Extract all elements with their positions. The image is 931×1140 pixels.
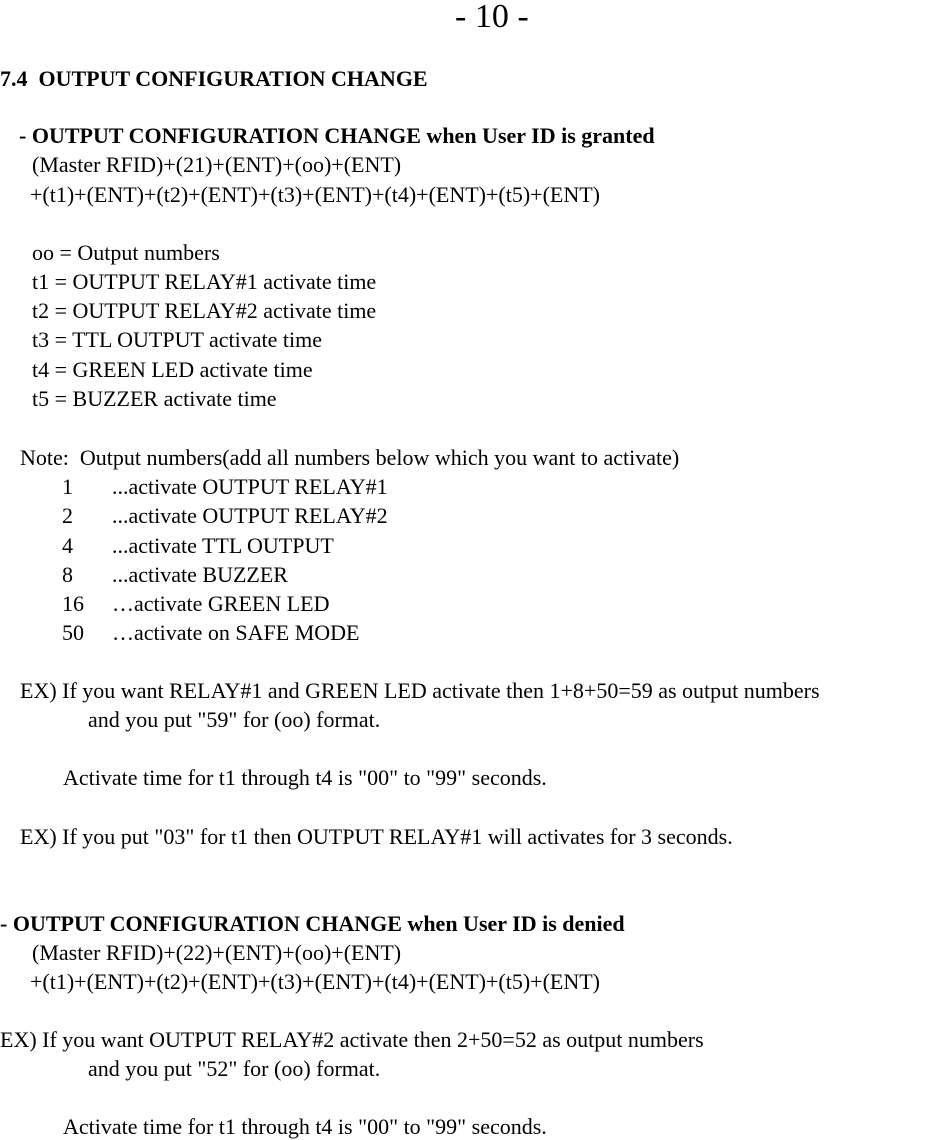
definition-t4: t4 = GREEN LED activate time — [32, 357, 313, 382]
output-option — [62, 564, 288, 586]
definition-t1: t1 = OUTPUT RELAY#1 activate time — [32, 269, 377, 294]
output-number: 1 — [62, 474, 73, 499]
output-option — [62, 476, 388, 498]
section-heading: 7.4 OUTPUT CONFIGURATION CHANGE — [0, 66, 428, 91]
page-number: - 10 - — [455, 0, 529, 35]
granted-heading: - OUTPUT CONFIGURATION CHANGE when User ID is granted — [19, 123, 655, 148]
definition-t5: t5 = BUZZER activate time — [32, 386, 277, 411]
output-option — [62, 622, 359, 644]
granted-command-line-1: (Master RFID)+(21)+(ENT)+(oo)+(ENT) — [32, 152, 402, 177]
output-number: 8 — [62, 562, 73, 587]
output-option — [62, 535, 334, 557]
output-description: ...activate OUTPUT RELAY#2 — [112, 503, 388, 528]
denied-example-line-2: and you put "52" for (oo) format. — [88, 1056, 381, 1081]
output-description: …activate on SAFE MODE — [112, 620, 360, 645]
output-description: ...activate OUTPUT RELAY#1 — [112, 474, 388, 499]
output-number: 4 — [62, 533, 73, 558]
output-description: ...activate BUZZER — [112, 562, 288, 587]
output-number: 50 — [62, 620, 84, 645]
output-description: …activate GREEN LED — [112, 591, 330, 616]
denied-example-line-1: EX) If you want OUTPUT RELAY#2 activate then 2+50=52 as output numbers — [0, 1027, 704, 1052]
granted-command-line-2: +(t1)+(ENT)+(t2)+(ENT)+(t3)+(ENT)+(t4)+(ENT)+(t5)+(ENT) — [30, 182, 600, 207]
denied-command-line-1: (Master RFID)+(22)+(ENT)+(oo)+(ENT) — [32, 940, 402, 965]
denied-heading: - OUTPUT CONFIGURATION CHANGE when User ID is denied — [0, 911, 625, 936]
granted-example-1-line-1: EX) If you want RELAY#1 and GREEN LED activate then 1+8+50=59 as output numbers — [20, 678, 820, 703]
output-numbers-note: Note: Output numbers(add all numbers below which you want to activate) — [20, 445, 680, 470]
denied-time-range: Activate time for t1 through t4 is "00" to "99" seconds. — [63, 1114, 547, 1139]
output-option — [62, 505, 388, 527]
output-number: 16 — [62, 591, 84, 616]
granted-time-range: Activate time for t1 through t4 is "00" to "99" seconds. — [63, 765, 547, 790]
definition-t3: t3 = TTL OUTPUT activate time — [32, 327, 322, 352]
denied-command-line-2: +(t1)+(ENT)+(t2)+(ENT)+(t3)+(ENT)+(t4)+(ENT)+(t5)+(ENT) — [30, 969, 600, 994]
output-description: ...activate TTL OUTPUT — [112, 533, 334, 558]
granted-example-1-line-2: and you put "59" for (oo) format. — [88, 707, 381, 732]
granted-example-2: EX) If you put "03" for t1 then OUTPUT RELAY#1 will activates for 3 seconds. — [20, 824, 733, 849]
definition-t2: t2 = OUTPUT RELAY#2 activate time — [32, 298, 377, 323]
output-option — [62, 593, 330, 615]
definition-oo: oo = Output numbers — [32, 240, 220, 265]
output-number: 2 — [62, 503, 73, 528]
